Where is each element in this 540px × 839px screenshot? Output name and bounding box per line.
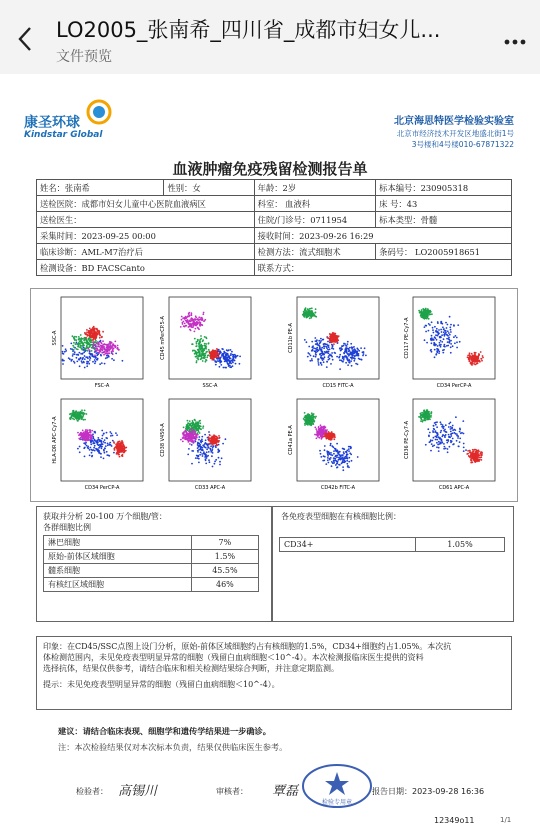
- table-row: CD34+ 1.05%: [280, 538, 505, 552]
- scatter-plot: [49, 295, 141, 389]
- inpatient-number: 住院/门诊号：0711954: [254, 212, 375, 228]
- cell-ratio-box: [36, 506, 272, 622]
- plot-y-label: CD45 mPerCP.5-A: [160, 316, 166, 360]
- suggestion-note: 建议：请结合临床表现、细胞学和遗传学结果进一步确诊。: [58, 726, 271, 736]
- scatter-plot: [157, 397, 249, 491]
- cell-ratio-subtitle: 各群细胞比例: [43, 523, 91, 532]
- patient-info-table: [36, 179, 512, 276]
- report-title: 血液肿瘤免疫残留检测报告单: [172, 160, 368, 178]
- reviewer-label: 审核者：: [216, 787, 248, 796]
- page-number: 1/1: [500, 816, 512, 824]
- lab-address: 北京市经济技术开发区地盛北街1号 3号楼和4号楼010-67871322: [396, 129, 514, 149]
- plot-y-label: CD36 PE-Cy7-A: [404, 420, 410, 460]
- table-row: 髓系细胞 45.5%: [44, 564, 259, 578]
- tester-signature: 高锡川: [118, 784, 158, 799]
- receive-time: 接收时间：2023-09-26 16:29: [254, 228, 511, 244]
- plot-x-label: CD15 FITC-A: [322, 383, 354, 389]
- impression-remarks: 印象：在CD45/SSC点图上设门分析，原始-前体区域细胞约占有核细胞的1.5%，CD34+细胞约占1.05%。本次抗 体检测范围内，未见免疫表型明显异常的细胞（残留白血病细胞＜10^-4）。本次检测报临床医生提供的资料 选择抗体，结果仅供参考，请结合临床和相关检测结果综合判断，并注意定期监测。 提示：未见免疫表型明显异常的细胞（残留白血病细胞＜10^-4）。: [36, 636, 512, 710]
- scatter-plot: [285, 397, 377, 491]
- sample-number: 标本编号：230905318: [376, 180, 512, 196]
- plot-x-label: CD61 APC-A: [438, 485, 470, 491]
- tester-label: 检验者：: [76, 787, 108, 796]
- logo-text: 康圣环球: [24, 115, 80, 131]
- bed-number: 床 号：43: [376, 196, 512, 212]
- footer-code: 12349o11: [434, 816, 475, 825]
- hospital: 送检医院：成都市妇女儿童中心医院血液病区: [37, 196, 255, 212]
- sample-type: 标本类型：骨髓: [376, 212, 512, 228]
- official-stamp: [300, 762, 374, 810]
- report-date: 报告日期：2023-09-28 16:36: [372, 787, 485, 796]
- svg-text:检验专用章: 检验专用章: [321, 799, 353, 806]
- back-arrow-icon[interactable]: [14, 24, 36, 54]
- collect-time: 采集时间：2023-09-25 00:00: [37, 228, 255, 244]
- flow-plots-panel: [30, 288, 518, 502]
- logo-subtext: Kindstar Global: [24, 130, 103, 140]
- plot-y-label: CD41a PE-A: [288, 425, 294, 455]
- patient-name: 姓名：张南希: [37, 180, 164, 196]
- cell-ratio-intro: 获取并分析 20-100 万个细胞/管：: [43, 512, 167, 521]
- app-bar: [0, 0, 540, 74]
- immunophenotype-intro: 各免疫表型细胞在有核细胞比例：: [281, 512, 401, 521]
- scatter-plot: [401, 295, 493, 389]
- plot-y-label: CD117 PE-Cy7-A: [404, 317, 410, 359]
- immunophenotype-box: [272, 506, 514, 622]
- scatter-plot: [285, 295, 377, 389]
- file-subtitle: 文件预览: [56, 49, 112, 65]
- plot-x-label: FSC-A: [94, 383, 110, 389]
- more-options-icon[interactable]: [504, 32, 526, 52]
- cell-ratio-table: [43, 535, 259, 592]
- table-row: 原始-前体区域细胞 1.5%: [44, 550, 259, 564]
- scatter-plot: [401, 397, 493, 491]
- plot-x-label: CD33 APC-A: [194, 485, 226, 491]
- reviewer-signature: 覃磊: [272, 784, 299, 799]
- device: 检测设备：BD FACSCanto: [37, 260, 255, 276]
- diagnosis: 临床诊断：AML-M7治疗后: [37, 244, 255, 260]
- doctor: 送检医生：: [37, 212, 255, 228]
- plot-x-label: CD34 PerCP-A: [84, 485, 120, 491]
- document-preview[interactable]: [0, 74, 540, 839]
- plot-x-label: CD34 PerCP-A: [436, 383, 472, 389]
- patient-age: 年龄：2岁: [254, 180, 375, 196]
- patient-sex: 性别：女: [164, 180, 254, 196]
- file-title: LO2005_张南希_四川省_成都市妇女儿...: [56, 18, 441, 42]
- plot-x-label: CD42b FITC-A: [320, 485, 356, 491]
- signature-row: [0, 774, 540, 814]
- scatter-plot: [157, 295, 249, 389]
- table-row: 淋巴细胞 7%: [44, 536, 259, 550]
- department: 科室： 血液科: [254, 196, 375, 212]
- barcode: 条码号： LO2005918651: [376, 244, 512, 260]
- disclaimer-note: 注：本次检验结果仅对本次标本负责，结果仅供临床医生参考。: [58, 742, 288, 752]
- lab-name: 北京海思特医学检验实验室: [394, 116, 514, 127]
- plot-y-label: CD38 V450-A: [160, 423, 166, 457]
- table-row: 有核红区域细胞 46%: [44, 578, 259, 592]
- plot-y-label: SSC-A: [52, 330, 58, 346]
- immunophenotype-table: [279, 537, 505, 552]
- plot-x-label: SSC-A: [202, 383, 218, 389]
- logo-globe-icon: [86, 98, 112, 126]
- plot-y-label: CD11b PE-A: [288, 323, 294, 353]
- scatter-plot: [49, 397, 141, 491]
- method: 检测方法：流式细胞术: [254, 244, 375, 260]
- plot-y-label: HLA-DR APC-Cy7-A: [52, 416, 58, 464]
- contact: 联系方式：: [254, 260, 511, 276]
